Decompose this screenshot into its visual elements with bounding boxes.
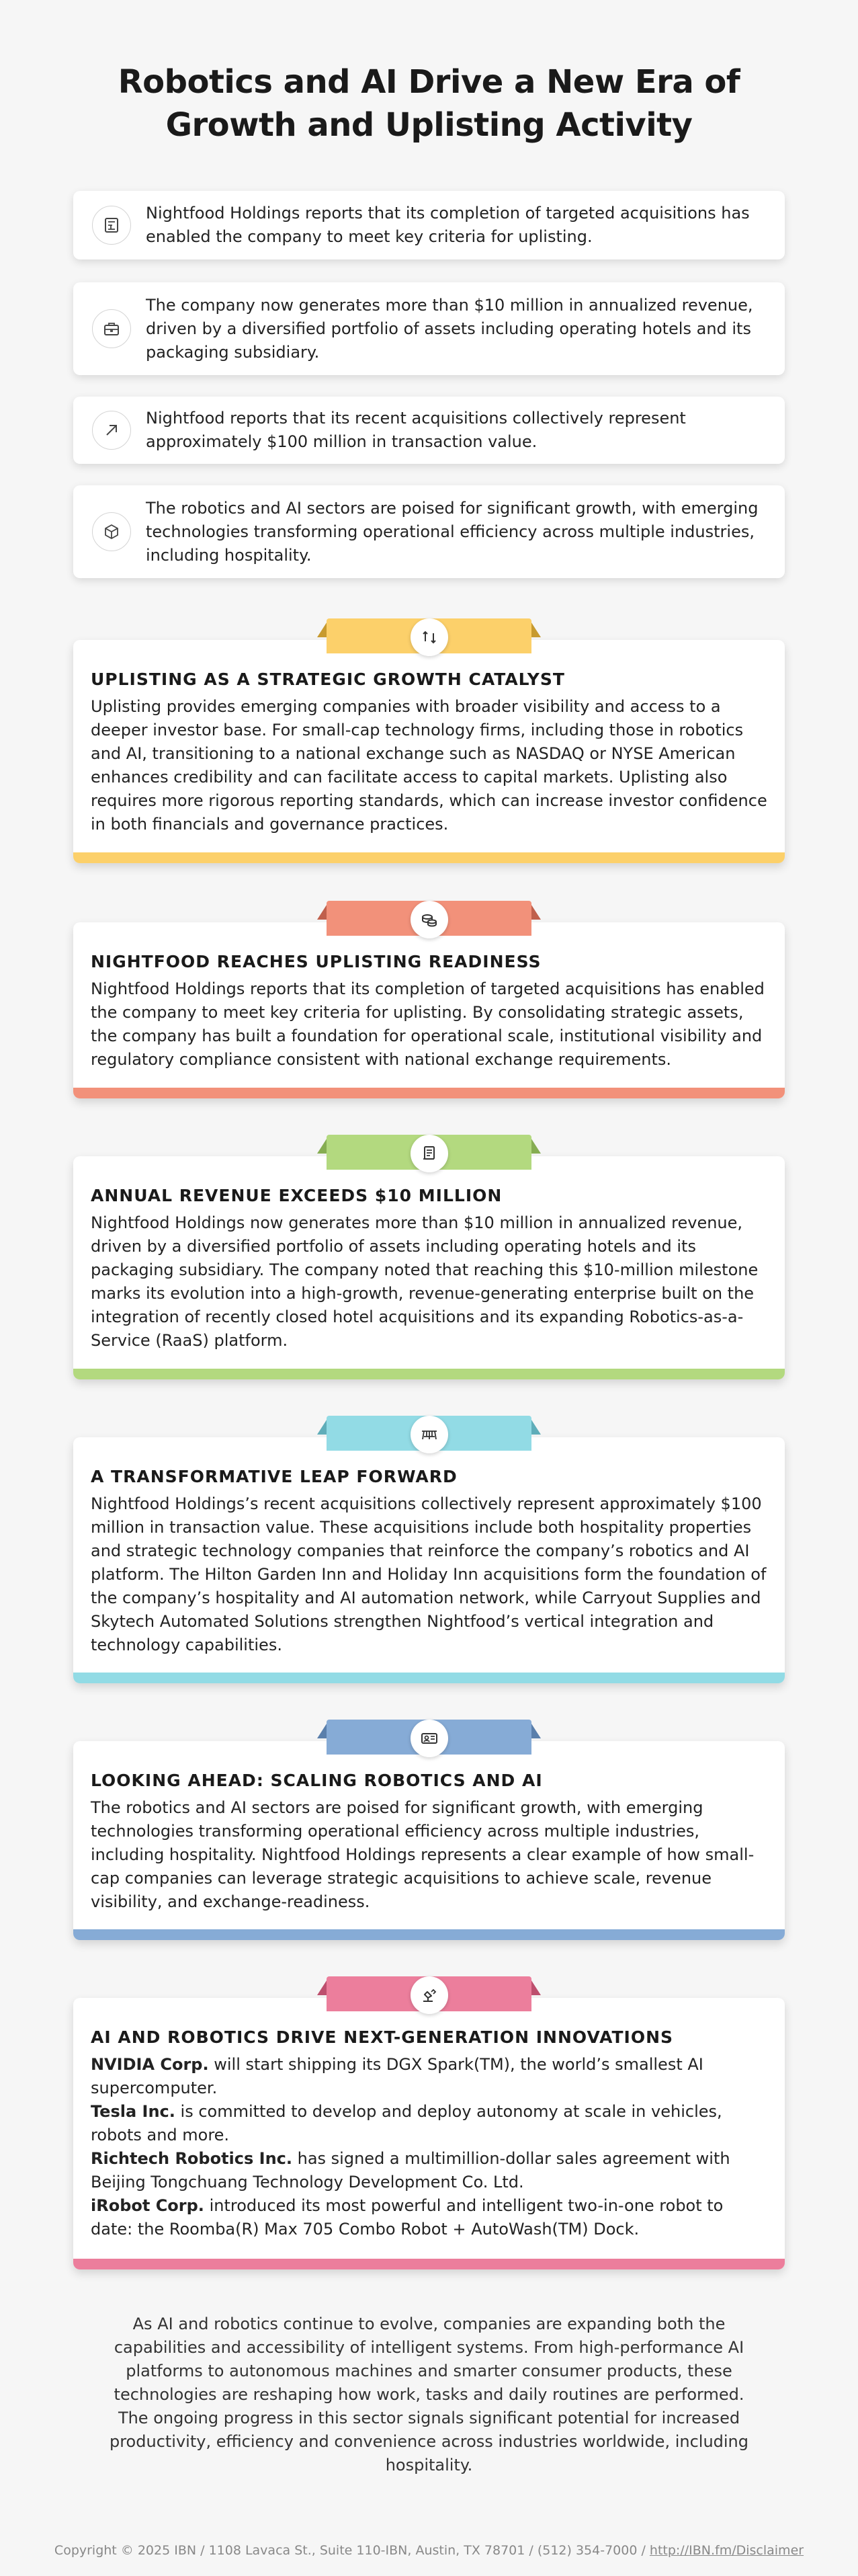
section-body: Uplisting provides emerging companies with broader visibility and access to a deeper investor base. For small-cap technology firms, including those in robotics and AI, transitioning to a national exchange such as NASDAQ or NYSE American enhances credibility and can facilitate access to capital markets. Uplisting also requires more rigorous reporting standards, which can increase investor confidence in both financials and governance practices. — [91, 697, 767, 834]
bullet-text: The robotics and AI sectors are poised for significant growth, with emerging technologies transforming operational efficiency across multiple industries, including hospitality. — [146, 498, 759, 565]
section-card-uplisting-readiness — [73, 922, 785, 1098]
list-item: Tesla Inc. is committed to develop and deploy autonomy at scale in vehicles, robots and more. — [91, 2102, 722, 2144]
section-tab — [317, 1135, 541, 1170]
section-heading: NIGHTFOOD REACHES UPLISTING READINESS — [91, 952, 542, 971]
bridge-icon — [411, 1416, 448, 1453]
section-card-transformative-leap — [73, 1437, 785, 1683]
document-icon — [92, 206, 131, 245]
section-tab — [317, 618, 541, 653]
summary-bullet-4 — [73, 485, 785, 578]
section-tab — [317, 1416, 541, 1451]
section-tab — [317, 901, 541, 936]
company-name: iRobot Corp. — [91, 2196, 204, 2215]
section-tab — [317, 1720, 541, 1755]
bullet-text: Nightfood reports that its recent acquisitions collectively represent approximately $100 million in transaction value. — [146, 409, 686, 451]
cube-icon — [92, 512, 131, 551]
scroll-icon — [411, 1135, 448, 1172]
exchange-arrows-icon — [411, 618, 448, 656]
summary-bullet-1 — [73, 191, 785, 259]
bullet-text: Nightfood Holdings reports that its completion of targeted acquisitions has enabled the company to meet key criteria for uplisting. — [146, 204, 750, 246]
closing-paragraph: As AI and robotics continue to evolve, companies are expanding both the capabilities and accessibility of intelligent systems. From high-performance AI platforms to autonomous machines and smarter consumer products, these technologies are reshaping how work, tasks and daily routines are performed. The ongoing progress in this sector signals significant potential for increased productivity, efficiency and convenience across industries worldwide, including hospitality. — [109, 2315, 748, 2474]
bullet-text: The company now generates more than $10 million in annualized revenue, driven by a diversified portfolio of assets including operating hotels and its packaging subsidiary. — [146, 295, 753, 362]
arrow-up-right-icon — [92, 411, 131, 450]
summary-bullet-3 — [73, 397, 785, 464]
section-body: Nightfood Holdings reports that its completion of targeted acquisitions has enabled the company to meet key criteria for uplisting. By consolidating strategic assets, the company has built a foundation for operational scale, institutional visibility and regulatory compliance consistent with national exchange requirements. — [91, 979, 765, 1069]
id-card-icon — [411, 1720, 448, 1757]
summary-bullet-2 — [73, 282, 785, 375]
company-name: Tesla Inc. — [91, 2102, 175, 2121]
footer — [0, 2542, 858, 2559]
section-body: The robotics and AI sectors are poised for significant growth, with emerging technologies transforming operational efficiency across multiple industries, including hospitality. Nightfood Holdings represents a clear example of how small-cap companies can leverage strategic acquisitions to achieve scale, revenue visibility, and exchange-readiness. — [91, 1798, 755, 1911]
section-heading: ANNUAL REVENUE EXCEEDS $10 MILLION — [91, 1186, 503, 1205]
footer-copyright: Copyright © 2025 IBN / 1108 Lavaca St., Suite 110-IBN, Austin, TX 78701 / (512) 354-7000 / — [54, 2543, 650, 2558]
company-name: NVIDIA Corp. — [91, 2055, 209, 2074]
section-card-uplisting-catalyst — [73, 640, 785, 863]
section-heading: A TRANSFORMATIVE LEAP FORWARD — [91, 1467, 458, 1486]
section-heading: LOOKING AHEAD: SCALING ROBOTICS AND AI — [91, 1771, 543, 1790]
coins-icon — [411, 901, 448, 938]
section-card-ai-robotics-innovations — [73, 1998, 785, 2269]
section-heading: AI AND ROBOTICS DRIVE NEXT-GENERATION INNOVATIONS — [91, 2027, 674, 2047]
disclaimer-link[interactable]: http://IBN.fm/Disclaimer — [649, 2543, 804, 2558]
list-item: Richtech Robotics Inc. has signed a multimillion-dollar sales agreement with Beijing Tongchuang Technology Development Co. Ltd. — [91, 2149, 730, 2191]
list-item: iRobot Corp. introduced its most powerful and intelligent two-in-one robot to date: the Roomba(R) Max 705 Combo Robot + AutoWash(TM) Dock. — [91, 2196, 724, 2239]
section-heading: UPLISTING AS A STRATEGIC GROWTH CATALYST — [91, 670, 565, 689]
page-title: Robotics and AI Drive a New Era of Growth and Uplisting Activity — [118, 63, 740, 144]
list-item: NVIDIA Corp. will start shipping its DGX Spark(TM), the world’s smallest AI supercomputer. — [91, 2055, 703, 2097]
section-body: Nightfood Holdings now generates more than $10 million in annualized revenue, driven by a diversified portfolio of assets including operating hotels and its packaging subsidiary. The company noted that reaching this $10-million milestone marks its evolution into a high-growth, revenue-generating enterprise built on the integration of recently closed hotel acquisitions and its expanding Robotics-as-a-Service (RaaS) platform. — [91, 1213, 759, 1350]
section-card-annual-revenue — [73, 1156, 785, 1379]
robot-arm-icon — [411, 1976, 448, 2014]
section-card-looking-ahead — [73, 1741, 785, 1940]
company-name: Richtech Robotics Inc. — [91, 2149, 292, 2168]
briefcase-icon — [92, 309, 131, 348]
section-tab — [317, 1976, 541, 2011]
section-body: Nightfood Holdings’s recent acquisitions collectively represent approximately $100 million in transaction value. These acquisitions include both hospitality properties and strategic technology companies that reinforce the company’s robotics and AI platform. The Hilton Garden Inn and Holiday Inn acquisitions form the foundation of the company’s hospitality and AI automation network, while Carryout Supplies and Skytech Automated Solutions strengthen Nightfood’s vertical integration and technology capabilities. — [91, 1494, 767, 1654]
